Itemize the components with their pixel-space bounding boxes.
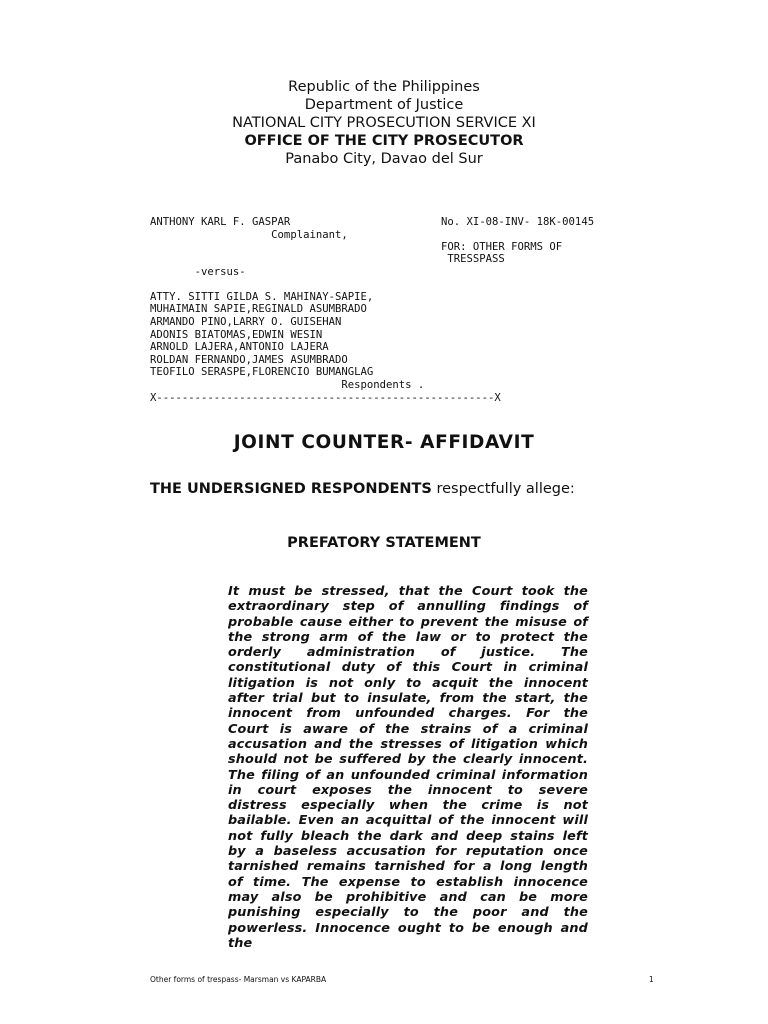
page-number: 1 [649,975,654,984]
footer-text: Other forms of trespass- Marsman vs KAPARBA [150,975,327,984]
respondent-line: MUHAIMAIN SAPIE,REGINALD ASUMBRADO [150,303,367,316]
respondent-line: ARNOLD LAJERA,ANTONIO LAJERA [150,341,329,354]
complainant-label: Complainant, [150,228,348,241]
intro-rest: respectfully allege: [431,481,575,497]
intro-statement [150,481,575,497]
case-caption-details [441,216,594,266]
case-number: No. XI-08-INV- 18K-00145 [441,216,595,228]
header-service: NATIONAL CITY PROSECUTION SERVICE XI [232,115,536,131]
respondent-line: ATTY. SITTI GILDA S. MAHINAY-SAPIE, [150,290,374,303]
intro-respondents: THE UNDERSIGNED RESPONDENTS [150,481,432,497]
header-republic: Republic of the Philippines [288,79,480,95]
header-office: OFFICE OF THE CITY PROSECUTOR [244,133,524,149]
header-location: Panabo City, Davao del Sur [285,151,483,167]
section-heading: PREFATORY STATEMENT [287,535,481,551]
case-for-line: TRESSPASS [441,253,505,266]
respondent-line: ROLDAN FERNANDO,JAMES ASUMBRADO [150,353,348,366]
document-header [0,78,768,168]
case-for-line: FOR: OTHER FORMS OF [441,240,563,253]
respondent-line: ADONIS BIATOMAS,EDWIN WESIN [150,328,323,341]
respondent-line: ARMANDO PINO,LARRY O. GUISEHAN [150,315,342,328]
document-title: JOINT COUNTER- AFFIDAVIT [233,432,535,453]
versus-label: -versus- [150,266,246,279]
header-department: Department of Justice [304,97,464,113]
respondents-label: Respondents . [150,378,425,391]
respondent-line: TEOFILO SERASPE,FLORENCIO BUMANGLAG [150,366,374,379]
complainant-name: ANTHONY KARL F. GASPAR [150,216,291,228]
caption-divider: X-----------------------------------------------------X [150,391,501,404]
prefatory-quote: It must be stressed, that the Court took the extraordinary step of annulling findings of probable cause either to prevent the misuse of the strong arm of the law or to protect the orderly administration of justice. The constitutional duty of this Court in criminal litigation is not only to acquit the innocent after trial but to insulate, from the start, the innocent from unfounded charges. For the Court is aware of the strains of a criminal accusation and the stresses of litigation which should not be suffered by the clearly innocent. The filing of an unfounded criminal information in court exposes the innocent to severe distress especially when the crime is not bailable. Even an acquittal of the innocent will not fully bleach the dark and deep stains left by a baseless accusation for reputation once tarnished remains tarnished for a long length of time. The expense to establish innocence may also be prohibitive and can be more punishing especially to the poor and the powerless. Innocence ought to be enough and the [228,584,588,951]
